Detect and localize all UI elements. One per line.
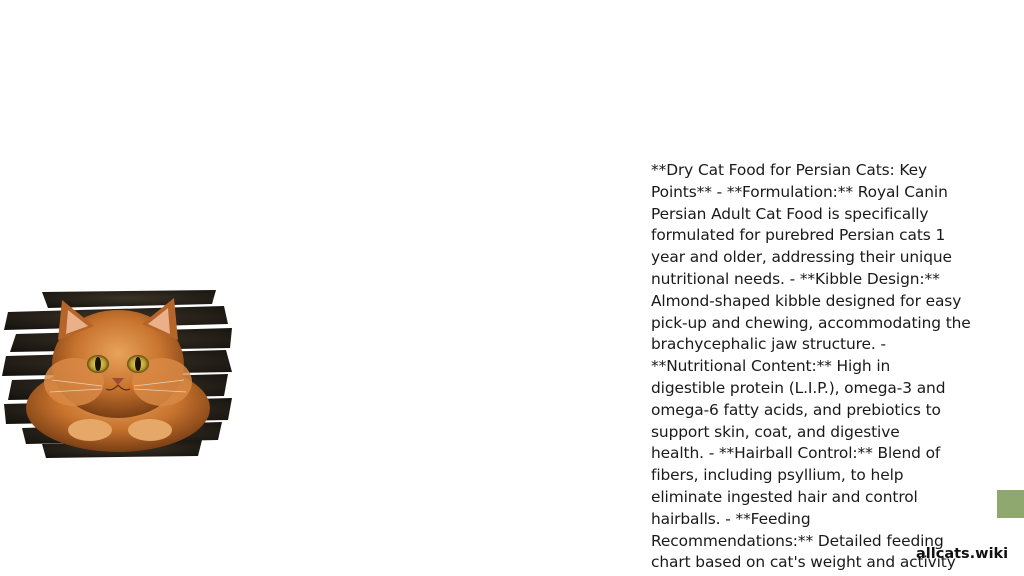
article-line: omega-6 fatty acids, and prebiotics to: [651, 400, 941, 419]
article-line: digestible protein (L.I.P.), omega-3 and: [651, 378, 946, 397]
article-line: support skin, coat, and digestive: [651, 422, 900, 441]
article-text: [651, 160, 981, 576]
article-line: Points** - **Formulation:** Royal Canin: [651, 182, 948, 201]
cat-illustration-icon: [2, 290, 234, 458]
article-line: hairballs. - **Feeding: [651, 509, 811, 528]
article-line: pick-up and chewing, accommodating the: [651, 313, 971, 332]
article-line: **Dry Cat Food for Persian Cats: Key: [651, 161, 928, 179]
article-line: Recommendations:** Detailed feeding: [651, 531, 944, 550]
article-line: nutritional needs. - **Kibble Design:**: [651, 269, 940, 288]
article-line: formulated for purebred Persian cats 1: [651, 226, 946, 245]
article-line: year and older, addressing their unique: [651, 248, 952, 267]
article-line: eliminate ingested hair and control: [651, 487, 918, 506]
article-line: health. - **Hairball Control:** Blend of: [651, 444, 941, 463]
article-line: **Nutritional Content:** High in: [651, 357, 891, 376]
article-line: Persian Adult Cat Food is specifically: [651, 204, 929, 223]
accent-block: [997, 490, 1024, 518]
article-line: brachycephalic jaw structure. -: [651, 335, 886, 354]
cat-image: [2, 290, 234, 458]
article-line: Almond-shaped kibble designed for easy: [651, 291, 962, 310]
article-line: fibers, including psyllium, to help: [651, 466, 904, 485]
article-line: chart based on cat's weight and activity: [651, 553, 956, 572]
site-watermark: allcats.wiki: [916, 546, 1009, 562]
